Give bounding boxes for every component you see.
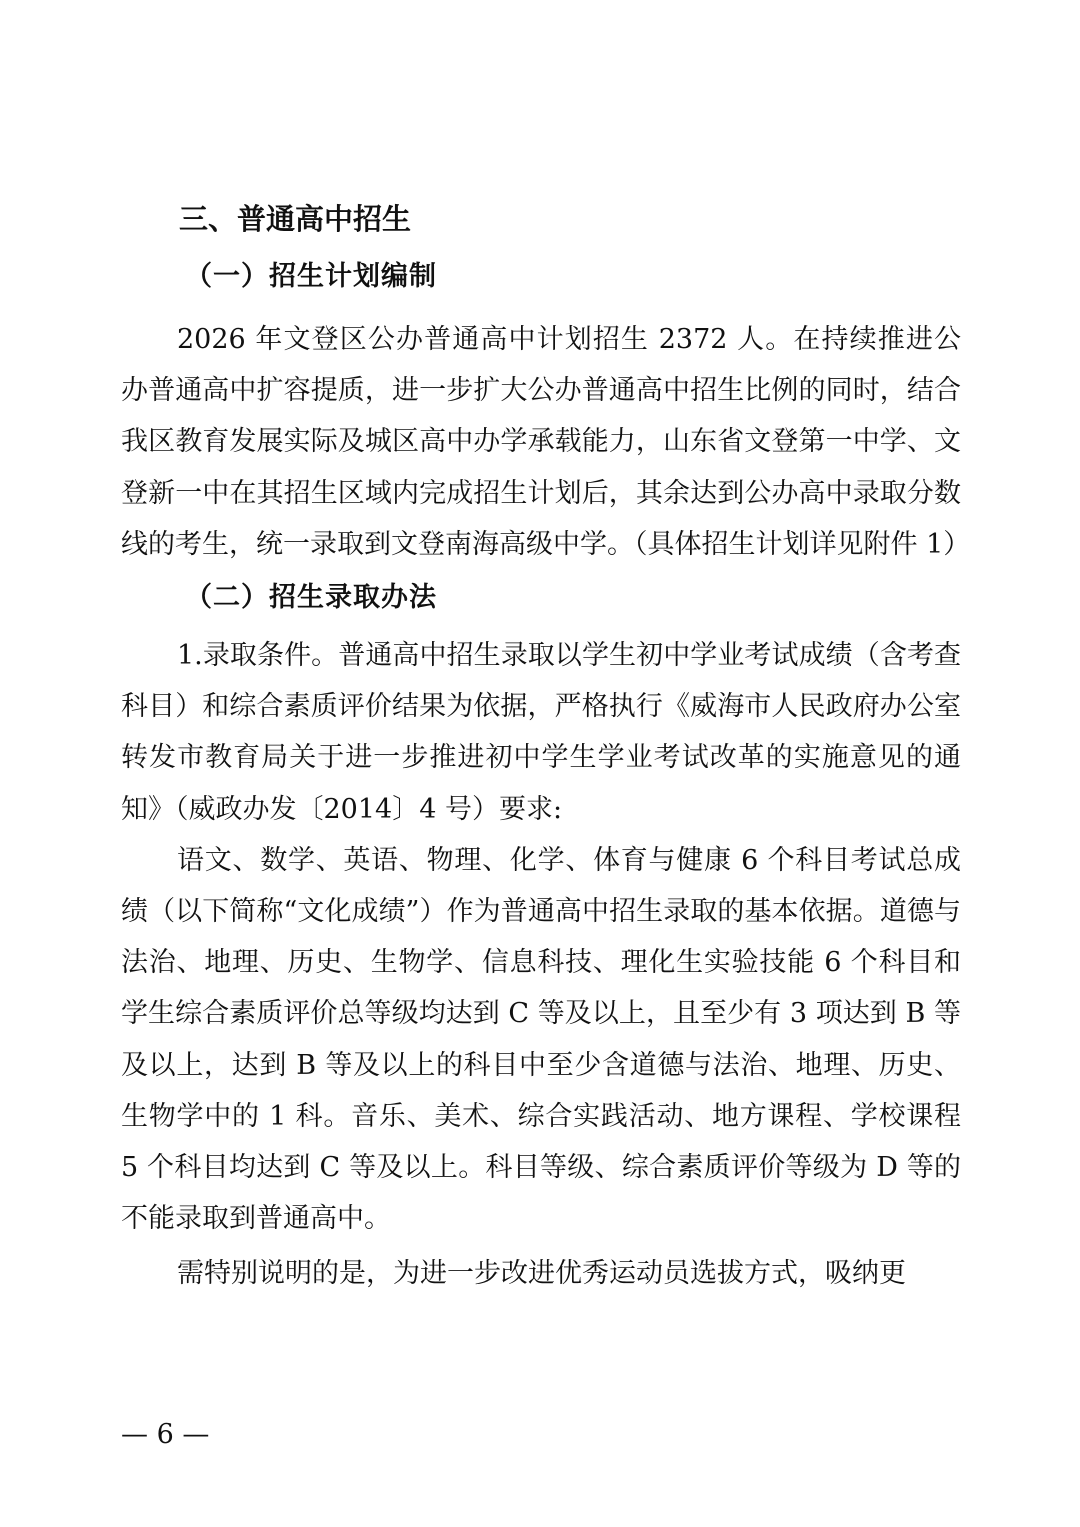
subsection-heading-admission: （二）招生录取办法 — [185, 582, 437, 614]
paragraph-plan-quota: 2026 年文登区公办普通高中计划招生 2372 人。在持续推进公办普通高中扩容提质，进一步扩大公办普通高中招生比例的同时，结合我区教育发展实际及城区高中办学承载能力，山东省文登第一中学、文登新一中在其招生区域内完成招生计划后，其余达到公办高中录取分数线的考生，统一录取到文登南海高级中学。（具体招生计划详见附件 1） — [121, 324, 971, 560]
section-heading: 三、普通高中招生 — [179, 202, 412, 236]
document-body — [121, 190, 971, 1300]
paragraph-special-note: 需特别说明的是，为进一步改进优秀运动员选拔方式，吸纳更 — [177, 1258, 906, 1290]
paragraph-admission-conditions: 1.录取条件。普通高中招生录取以学生初中学业考试成绩（含考查科目）和综合素质评价结果为依据，严格执行《威海市人民政府办公室转发市教育局关于进一步推进初中学生学业考试改革的实施意见的通知》（威政办发〔2014〕4 号）要求: — [121, 640, 961, 825]
subsection-plan — [121, 249, 971, 570]
paragraph-subject-requirements: 语文、数学、英语、物理、化学、体育与健康 6 个科目考试总成绩（以下简称“文化成绩”）作为普通高中招生录取的基本依据。道德与法治、地理、历史、生物学、信息科技、理化生实验技能 6 个科目和学生综合素质评价总等级均达到 C 等及以上，且至少有 3 项达到 B 等及以上，达到 B 等及以上的科目中至少含道德与法治、地理、历史、生物学中的 1 科。音乐、美术、综合实践活动、地方课程、学校课程 5 个科目均达到 C 等及以上。科目等级、综合素质评价等级为 D 等的不能录取到普通高中。 — [121, 844, 961, 1235]
page-number: — 6 — — [121, 1419, 210, 1450]
subsection-admission — [121, 570, 961, 1300]
subsection-heading-plan: （一）招生计划编制 — [185, 261, 437, 292]
